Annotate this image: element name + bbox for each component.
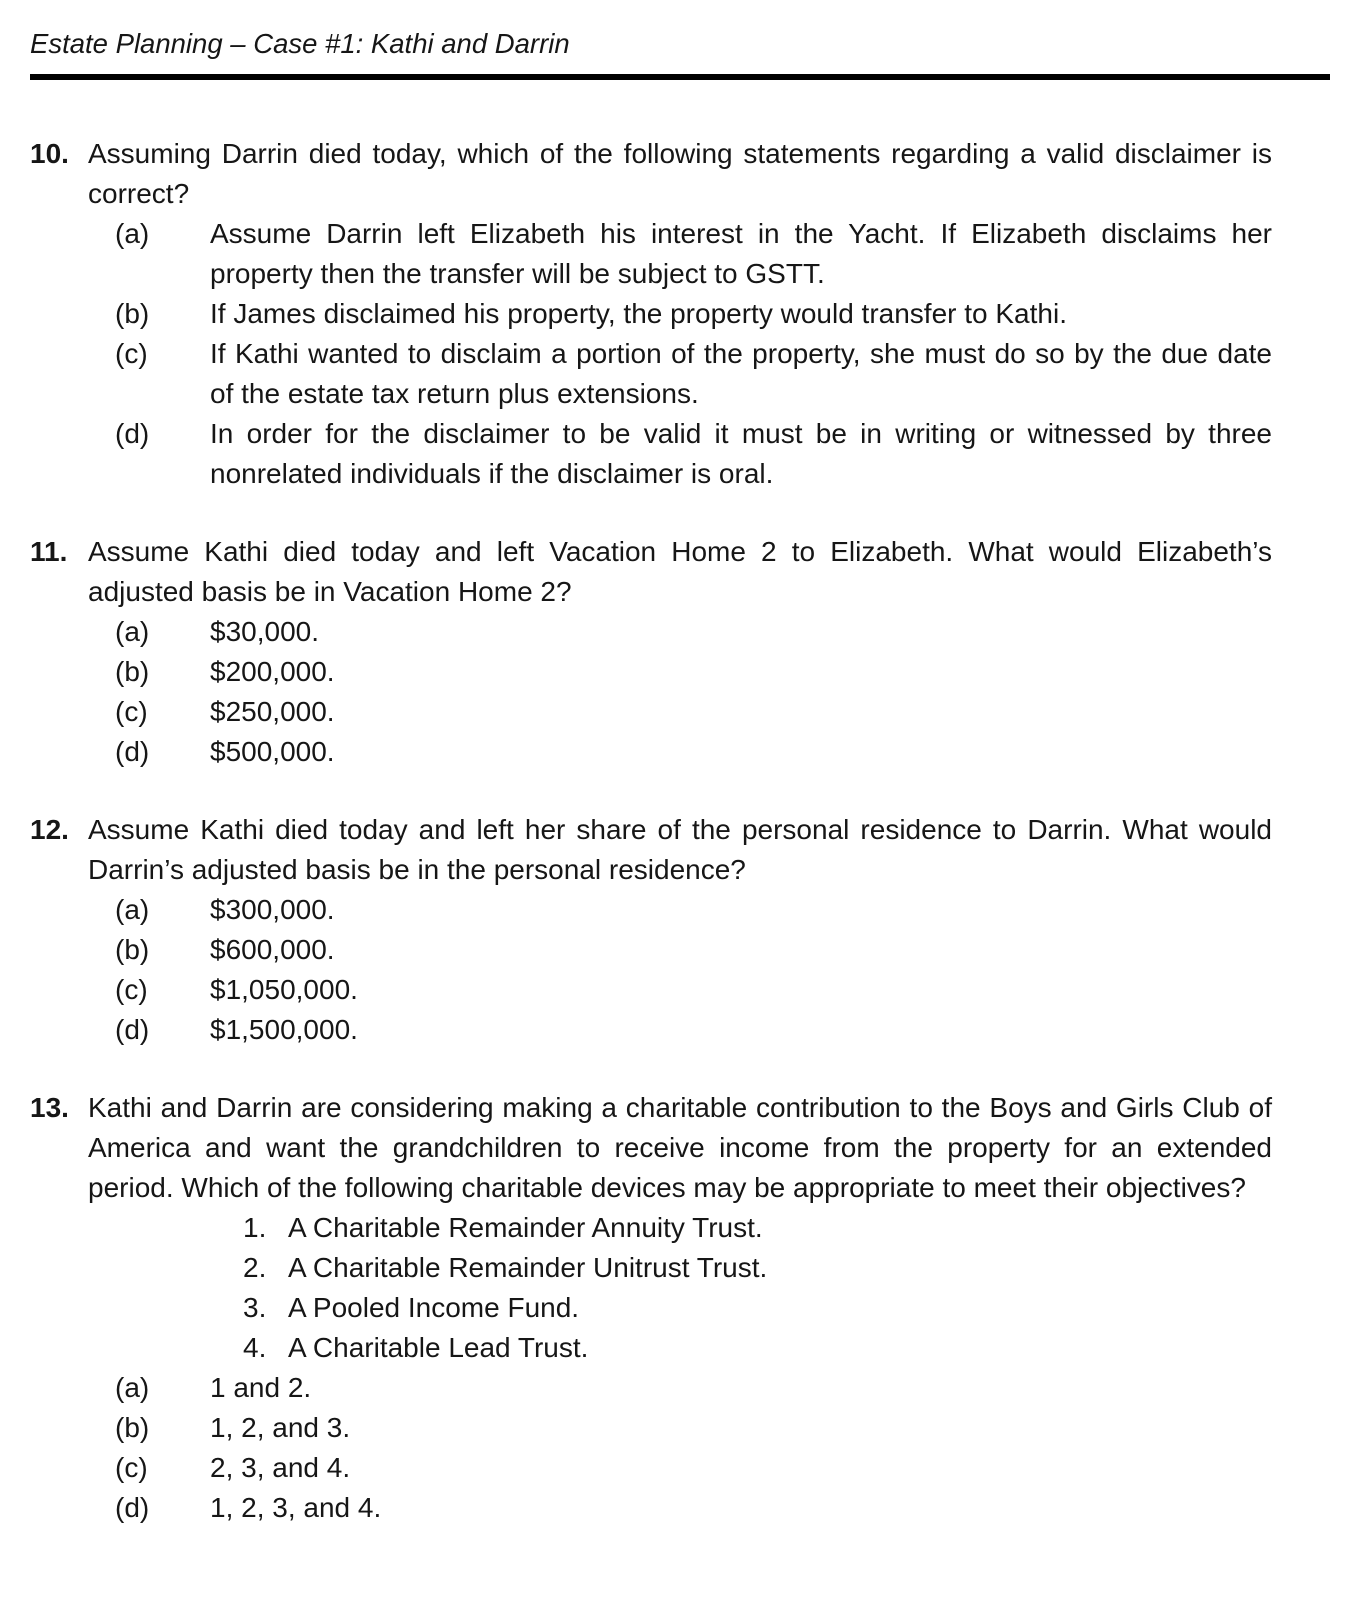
option-text: 1 and 2. bbox=[210, 1372, 312, 1403]
question-number: 10. bbox=[30, 138, 69, 169]
answer-option-b bbox=[115, 294, 1272, 334]
question-body bbox=[88, 810, 1272, 1050]
answer-option-a bbox=[115, 214, 1272, 294]
option-label: (b) bbox=[115, 934, 150, 965]
question-12 bbox=[30, 810, 1272, 1050]
sublist-number: 1. bbox=[243, 1212, 267, 1243]
option-label: (d) bbox=[115, 1014, 150, 1045]
sublist-item-1 bbox=[243, 1208, 1272, 1248]
option-label: (a) bbox=[115, 894, 150, 925]
sublist-item-2 bbox=[243, 1248, 1272, 1288]
answer-option-a bbox=[115, 890, 1272, 930]
option-text: $250,000. bbox=[210, 696, 335, 727]
question-body bbox=[88, 1088, 1272, 1528]
option-label: (a) bbox=[115, 1372, 150, 1403]
option-text: If James disclaimed his property, the property would transfer to Kathi. bbox=[210, 298, 1067, 329]
sublist-item-3 bbox=[243, 1288, 1272, 1328]
option-text: 1, 2, 3, and 4. bbox=[210, 1492, 382, 1523]
option-text: 1, 2, and 3. bbox=[210, 1412, 351, 1443]
question-text: Assume Kathi died today and left her share of the personal residence to Darrin. What would Darrin’s adjusted basis be in the personal residence? bbox=[88, 814, 1272, 885]
answer-option-b bbox=[115, 930, 1272, 970]
question-text: Kathi and Darrin are considering making a charitable contribution to the Boys and Girls Club of America and want the grandchildren to receive income from the property for an extended period. Which of the following charitable devices may be appropriate to meet their objectives? bbox=[88, 1092, 1272, 1203]
option-label: (c) bbox=[115, 696, 148, 727]
option-text: $600,000. bbox=[210, 934, 335, 965]
question-text: Assuming Darrin died today, which of the following statements regarding a valid disclaimer is correct? bbox=[88, 138, 1272, 209]
answer-option-c bbox=[115, 1448, 1272, 1488]
question-10 bbox=[30, 134, 1272, 494]
option-label: (d) bbox=[115, 736, 150, 767]
option-label: (a) bbox=[115, 218, 150, 249]
option-text: Assume Darrin left Elizabeth his interest in the Yacht. If Elizabeth disclaims her property then the transfer will be subject to GSTT. bbox=[210, 218, 1272, 289]
option-text: $1,050,000. bbox=[210, 974, 358, 1005]
question-body bbox=[88, 532, 1272, 772]
sublist-number: 2. bbox=[243, 1252, 267, 1283]
sublist-number: 4. bbox=[243, 1332, 267, 1363]
page-header-title: Estate Planning – Case #1: Kathi and Darrin bbox=[30, 24, 1330, 80]
answer-option-a bbox=[115, 612, 1272, 652]
option-label: (d) bbox=[115, 418, 150, 449]
sublist-text: A Charitable Remainder Unitrust Trust. bbox=[288, 1252, 768, 1283]
answer-option-d bbox=[115, 1488, 1272, 1528]
answer-option-d bbox=[115, 414, 1272, 494]
question-number: 13. bbox=[30, 1092, 69, 1123]
sublist-number: 3. bbox=[243, 1292, 267, 1323]
option-text: If Kathi wanted to disclaim a portion of the property, she must do so by the due date of the estate tax return plus extensions. bbox=[210, 338, 1272, 409]
sublist-text: A Pooled Income Fund. bbox=[288, 1292, 580, 1323]
answer-option-c bbox=[115, 334, 1272, 414]
question-number: 12. bbox=[30, 814, 69, 845]
question-13 bbox=[30, 1088, 1272, 1528]
option-label: (a) bbox=[115, 616, 150, 647]
option-text: In order for the disclaimer to be valid it must be in writing or witnessed by three nonrelated individuals if the disclaimer is oral. bbox=[210, 418, 1272, 489]
answer-option-a bbox=[115, 1368, 1272, 1408]
option-label: (b) bbox=[115, 298, 150, 329]
option-text: $200,000. bbox=[210, 656, 335, 687]
option-label: (b) bbox=[115, 1412, 150, 1443]
option-label: (c) bbox=[115, 1452, 148, 1483]
answer-option-d bbox=[115, 732, 1272, 772]
option-label: (c) bbox=[115, 974, 148, 1005]
option-text: $500,000. bbox=[210, 736, 335, 767]
answer-option-c bbox=[115, 970, 1272, 1010]
answer-option-b bbox=[115, 652, 1272, 692]
option-text: $1,500,000. bbox=[210, 1014, 358, 1045]
option-label: (d) bbox=[115, 1492, 150, 1523]
sublist-text: A Charitable Lead Trust. bbox=[288, 1332, 589, 1363]
question-body bbox=[88, 134, 1272, 494]
question-number: 11. bbox=[30, 536, 68, 567]
sublist-item-4 bbox=[243, 1328, 1272, 1368]
option-text: $300,000. bbox=[210, 894, 335, 925]
option-label: (b) bbox=[115, 656, 150, 687]
answer-option-d bbox=[115, 1010, 1272, 1050]
option-text: 2, 3, and 4. bbox=[210, 1452, 351, 1483]
option-text: $30,000. bbox=[210, 616, 319, 647]
question-text: Assume Kathi died today and left Vacation Home 2 to Elizabeth. What would Elizabeth’s adjusted basis be in Vacation Home 2? bbox=[88, 536, 1272, 607]
option-label: (c) bbox=[115, 338, 148, 369]
question-11 bbox=[30, 532, 1272, 772]
answer-option-c bbox=[115, 692, 1272, 732]
answer-option-b bbox=[115, 1408, 1272, 1448]
sublist-text: A Charitable Remainder Annuity Trust. bbox=[288, 1212, 763, 1243]
